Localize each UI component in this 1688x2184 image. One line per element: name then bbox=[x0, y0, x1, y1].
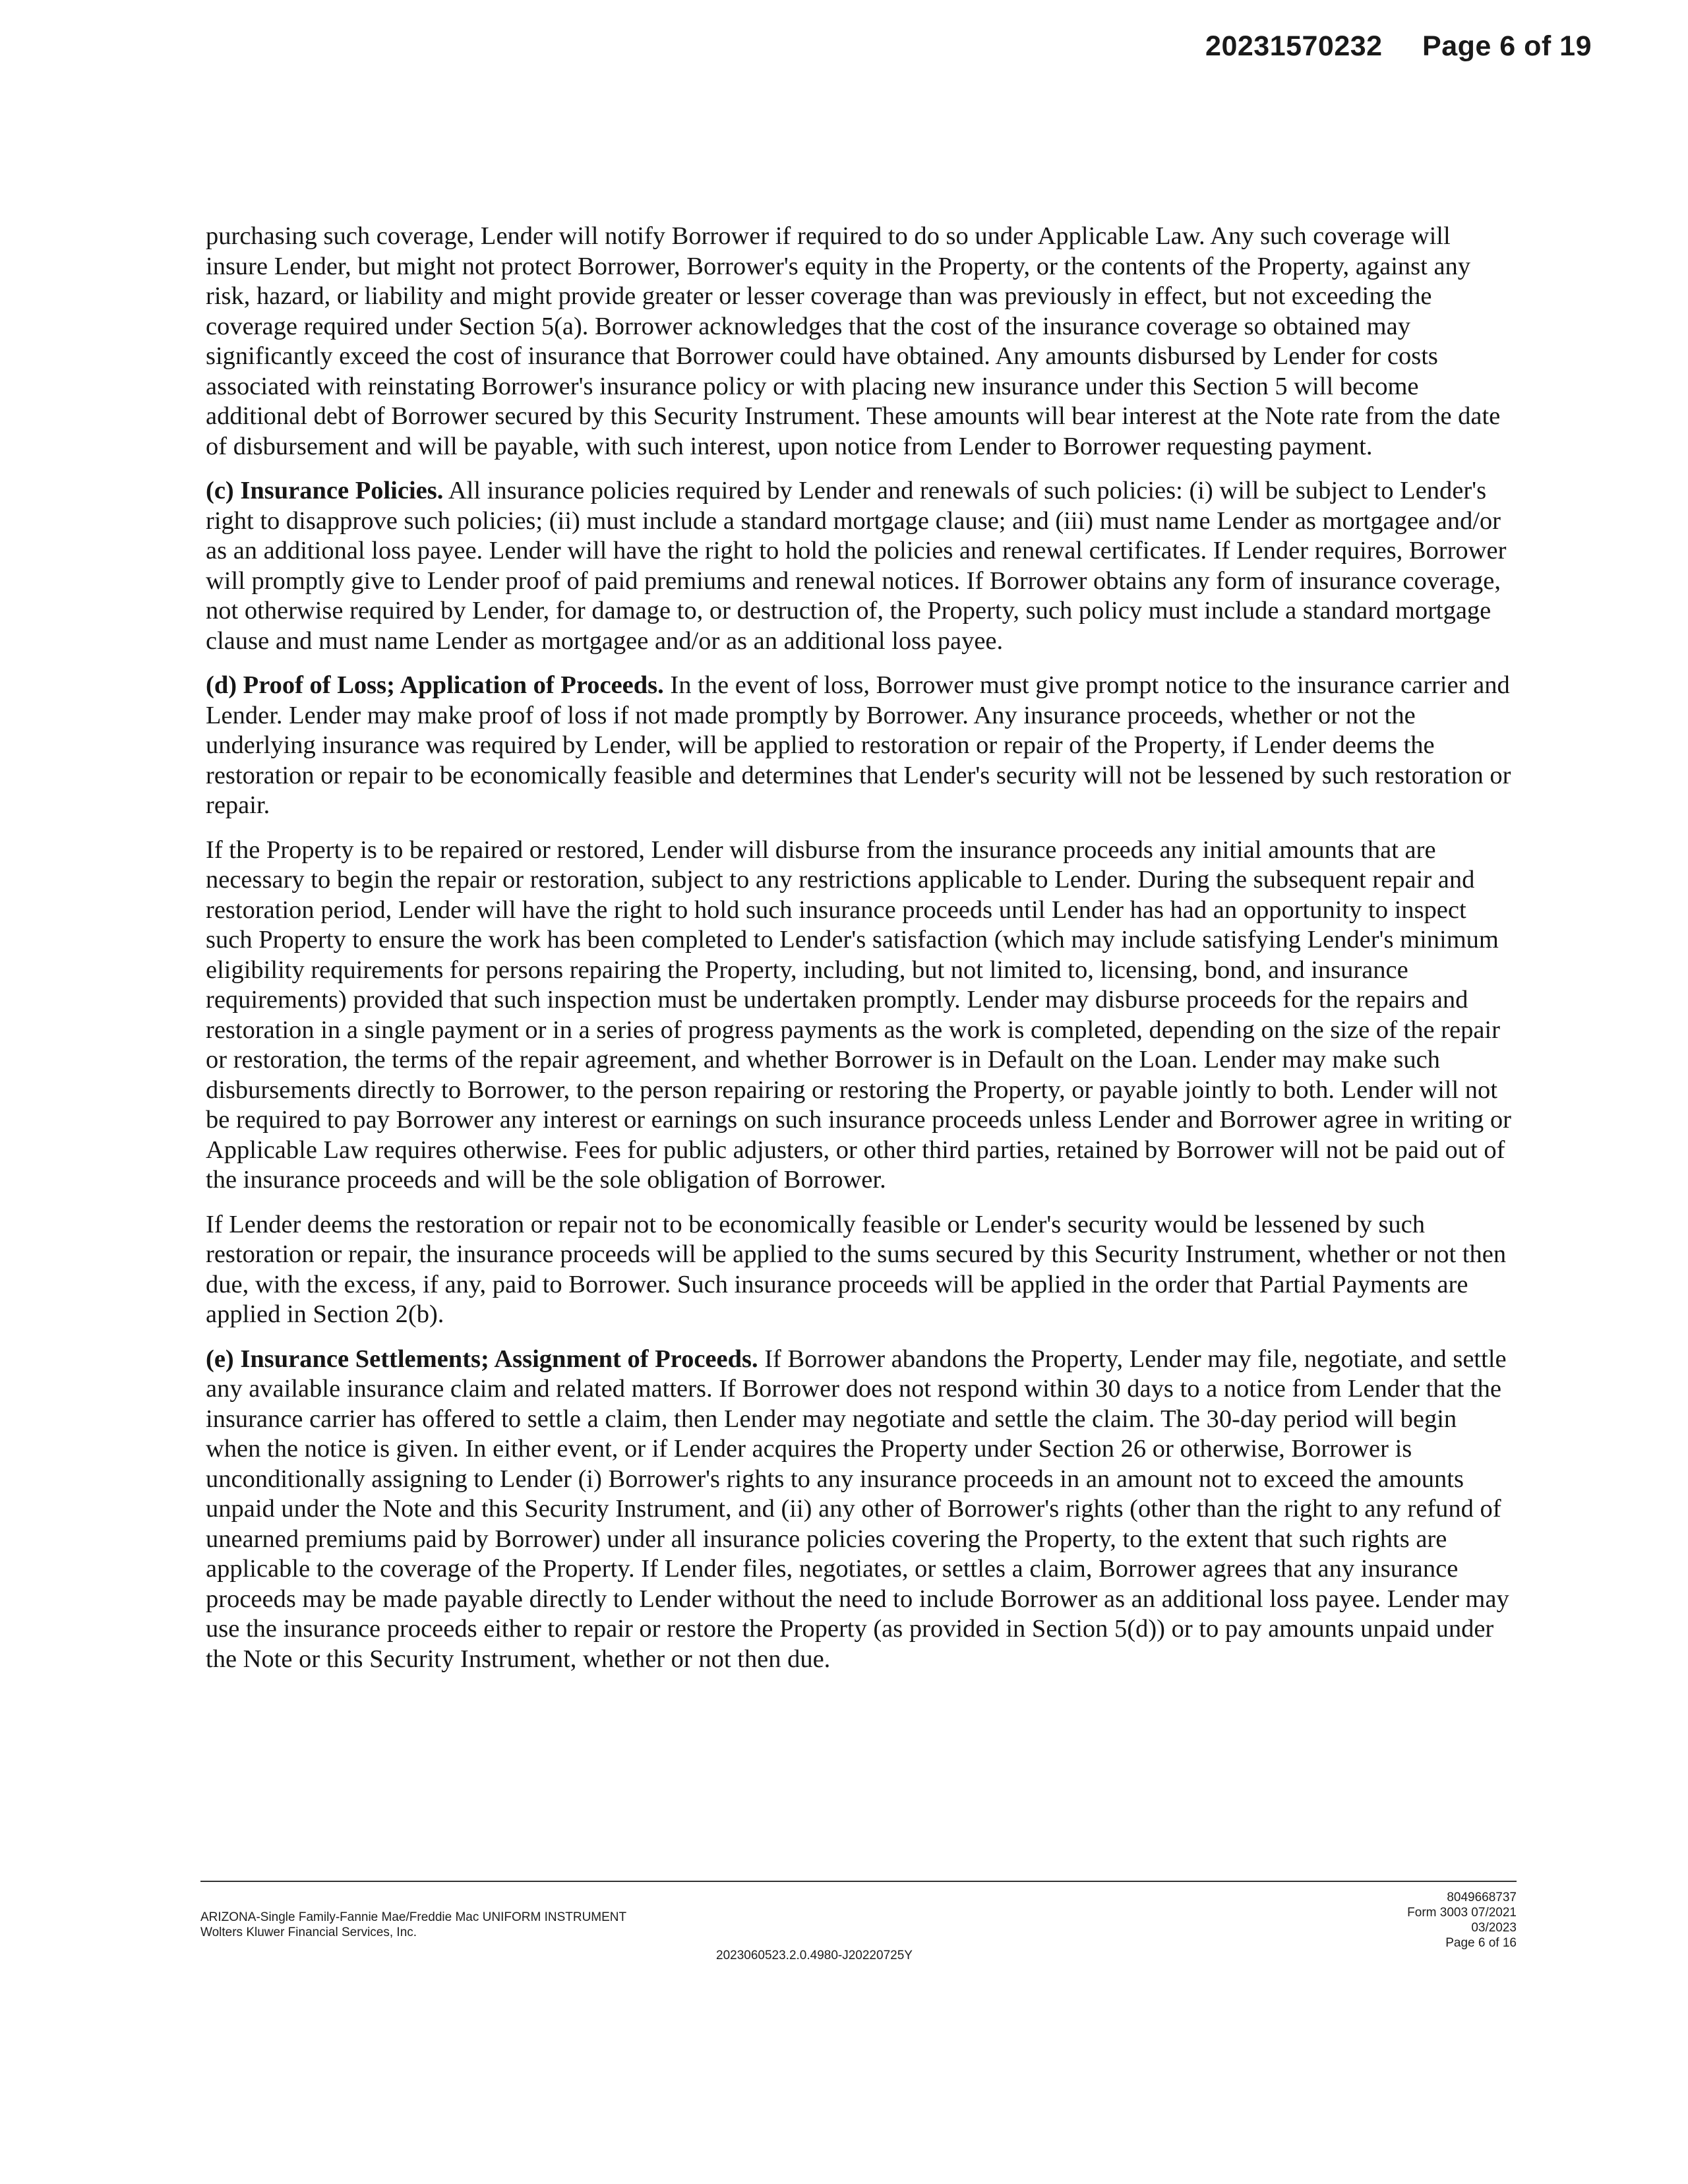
section-e-insurance-settlements bbox=[206, 1345, 1518, 1675]
section-d-heading: (d) Proof of Loss; Application of Proceeds. bbox=[206, 671, 664, 699]
page-footer bbox=[200, 1890, 1517, 1989]
document-body bbox=[206, 222, 1518, 1689]
paragraph-not-feasible: If Lender deems the restoration or repair not to be economically feasible or Lender's security would be lessened by such restoration or repair, the insurance proceeds will be applied to the sums secured by this Security Instrument, whether or not then due, with the excess, if any, paid to Borrower. Such insurance proceeds will be applied in the order that Partial Payments are applied in Section 2(b). bbox=[206, 1210, 1507, 1328]
footer-version-code: 2023060523.2.0.4980-J20220725Y bbox=[716, 1949, 913, 1962]
section-d-text: In the event of loss, Borrower must give prompt notice to the insurance carrier and Lender. Lender may make proof of loss if not made promptly by Borrower. Any insurance proceeds, whether or not the underlying insurance was required by Lender, will be applied to restoration or repair of the Property, if Lender deems the restoration or repair to be economically feasible and determines that Lender's security will not be lessened by such restoration or repair. bbox=[206, 671, 1511, 819]
footer-form-number: Form 3003 07/2021 bbox=[1407, 1906, 1517, 1920]
recording-header bbox=[1205, 30, 1592, 63]
footer-form-page: Page 6 of 16 bbox=[1445, 1936, 1517, 1950]
section-c-insurance-policies bbox=[206, 476, 1518, 656]
section-d-proof-of-loss bbox=[206, 671, 1518, 821]
footer-form-info bbox=[200, 1910, 626, 1940]
section-e-heading: (e) Insurance Settlements; Assignment of Proceeds. bbox=[206, 1345, 758, 1373]
footer-form-reference bbox=[1407, 1890, 1517, 1951]
section-c-heading: (c) Insurance Policies. bbox=[206, 477, 444, 504]
footer-loan-number: 8049668737 bbox=[1447, 1891, 1517, 1904]
footer-revision-date: 03/2023 bbox=[1471, 1921, 1517, 1935]
footer-form-title: ARIZONA-Single Family-Fannie Mae/Freddie Mac UNIFORM INSTRUMENT bbox=[200, 1910, 627, 1924]
document-number: 20231570232 bbox=[1205, 30, 1383, 62]
section-e-text: If Borrower abandons the Property, Lender may file, negotiate, and settle any available insurance claim and related matters. If Borrower does not respond within 30 days to a notice from Lender that the insurance carrier has offered to settle a claim, then Lender may negotiate and settle the claim. The 30-day period will begin when the notice is given. In either event, or if Lender acquires the Property under Section 26 or otherwise, Borrower is unconditionally assigning to Lender (i) Borrower's rights to any insurance proceeds in an amount not to exceed the amounts unpaid under the Note and this Security Instrument, and (ii) any other of Borrower's rights (other than the right to any refund of unearned premiums paid by Borrower) under all insurance policies covering the Property, to the extent that such rights are applicable to the coverage of the Property. If Lender files, negotiates, or settles a claim, Borrower agrees that any insurance proceeds may be made payable directly to Lender without the need to include Borrower as an additional loss payee. Lender may use the insurance proceeds either to repair or restore the Property (as provided in Section 5(d)) or to pay amounts unpaid under the Note or this Security Instrument, whether or not then due. bbox=[206, 1345, 1509, 1673]
page-label: Page 6 of 19 bbox=[1422, 30, 1592, 62]
paragraph-repair-restoration: If the Property is to be repaired or restored, Lender will disburse from the insurance proceeds any initial amounts that are necessary to begin the repair or restoration, subject to any restrictions applicable to Lender. During the subsequent repair and restoration period, Lender will have the right to hold such insurance proceeds until Lender has had an opportunity to inspect such Property to ensure the work has been completed to Lender's satisfaction (which may include satisfying Lender's minimum eligibility requirements for persons repairing the Property, including, but not limited to, licensing, bond, and insurance requirements) provided that such inspection must be undertaken promptly. Lender may disburse proceeds for the repairs and restoration in a single payment or in a series of progress payments as the work is completed, depending on the size of the repair or restoration, the terms of the repair agreement, and whether Borrower is in Default on the Loan. Lender may make such disbursements directly to Borrower, to the person repairing or restoring the Property, or payable jointly to both. Lender will not be required to pay Borrower any interest or earnings on such insurance proceeds unless Lender and Borrower agree in writing or Applicable Law requires otherwise. Fees for public adjusters, or other third parties, retained by Borrower will not be paid out of the insurance proceeds and will be the sole obligation of Borrower. bbox=[206, 835, 1511, 1194]
section-c-text: All insurance policies required by Lender and renewals of such policies: (i) will be subject to Lender's right to disapprove such policies; (ii) must include a standard mortgage clause; and (iii) must name Lender as mortgagee and/or as an additional loss payee. Lender will have the right to hold the policies and renewal certificates. If Lender requires, Borrower will promptly give to Lender proof of paid premiums and renewal notices. If Borrower obtains any form of insurance coverage, not otherwise required by Lender, for damage to, or destruction of, the Property, such policy must include a standard mortgage clause and must name Lender as mortgagee and/or as an additional loss payee. bbox=[206, 477, 1507, 655]
footer-publisher: Wolters Kluwer Financial Services, Inc. bbox=[200, 1926, 417, 1939]
footer-divider bbox=[200, 1881, 1517, 1882]
paragraph-continued-coverage: purchasing such coverage, Lender will notify Borrower if required to do so under Applicable Law. Any such coverage will insure Lender, but might not protect Borrower, Borrower's equity in the Property, or the contents of the Property, against any risk, hazard, or liability and might provide greater or lesser coverage than was previously in effect, but not exceeding the coverage required under Section 5(a). Borrower acknowledges that the cost of the insurance coverage so obtained may significantly exceed the cost of insurance that Borrower could have obtained. Any amounts disbursed by Lender for costs associated with reinstating Borrower's insurance policy or with placing new insurance under this Section 5 will become additional debt of Borrower secured by this Security Instrument. These amounts will bear interest at the Note rate from the date of disbursement and will be payable, with such interest, upon notice from Lender to Borrower requesting payment. bbox=[206, 222, 1501, 460]
